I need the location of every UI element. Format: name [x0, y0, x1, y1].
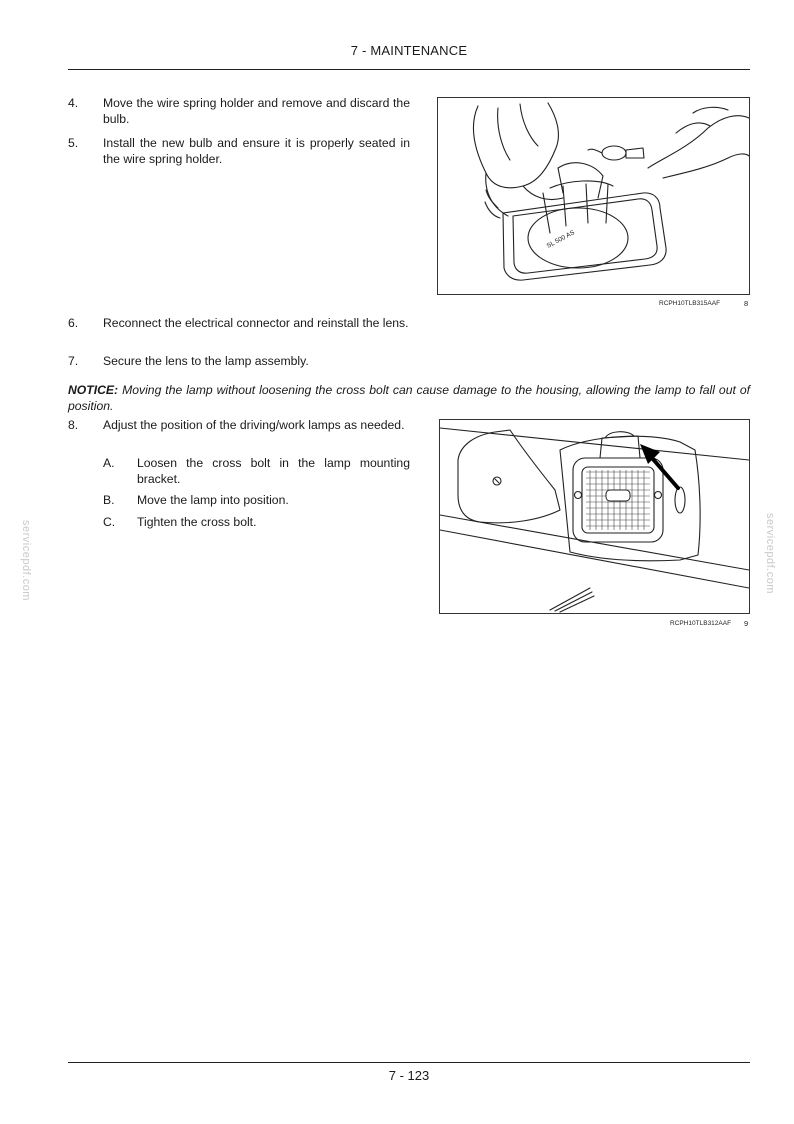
notice-text: Moving the lamp without loosening the cross bolt can cause damage to the housing, allowing the lamp to fall out of position. [68, 383, 750, 413]
step-number: 7. [68, 354, 79, 368]
substep-b [103, 492, 410, 508]
notice-paragraph [68, 382, 750, 414]
watermark-left: servicepdf.com [20, 520, 32, 601]
substep-text: Move the lamp into position. [137, 493, 289, 507]
step-8 [68, 417, 410, 433]
page-header-title: 7 - MAINTENANCE [350, 43, 468, 58]
substep-c [103, 514, 410, 530]
step-text: Move the wire spring holder and remove and discard the bulb. [103, 96, 410, 126]
notice-label: NOTICE: [68, 383, 119, 397]
step-4 [68, 95, 410, 127]
figure-bulb-replacement [437, 97, 750, 295]
step-text: Install the new bulb and ensure it is properly seated in the wire spring holder. [103, 136, 410, 166]
page-number: 7 - 123 [388, 1068, 430, 1083]
step-number: 6. [68, 316, 79, 330]
figure-8-id: RCPH10TLB315AAF [659, 300, 721, 307]
header-rule [68, 69, 750, 70]
step-text: Reconnect the electrical connector and reinstall the lens. [103, 316, 409, 330]
substep-text: Tighten the cross bolt. [137, 515, 257, 529]
step-text: Adjust the position of the driving/work lamps as needed. [103, 418, 405, 432]
watermark-right: servicepdf.com [764, 513, 776, 594]
step-number: 5. [68, 136, 79, 150]
bulb-replacement-illustration [438, 98, 749, 294]
substep-a [103, 455, 410, 487]
substep-text: Loosen the cross bolt in the lamp mounting bracket. [137, 456, 410, 486]
lamp-adjustment-illustration [440, 420, 749, 613]
figure-8-number: 8 [744, 299, 749, 308]
figure-9-id: RCPH10TLB312AAF [670, 620, 732, 627]
housing-label: SL 500 AS [545, 229, 576, 250]
lamp-badge [606, 490, 630, 501]
step-number: 4. [68, 96, 79, 110]
figure-9-number: 9 [744, 619, 749, 628]
figure-lamp-adjustment [439, 419, 750, 614]
step-6 [68, 315, 410, 331]
step-text: Secure the lens to the lamp assembly. [103, 354, 309, 368]
substep-letter: A. [103, 456, 115, 470]
step-7 [68, 353, 410, 369]
step-number: 8. [68, 418, 79, 432]
substep-letter: B. [103, 493, 115, 507]
substep-letter: C. [103, 515, 116, 529]
footer-rule [68, 1062, 750, 1063]
step-5 [68, 135, 410, 167]
